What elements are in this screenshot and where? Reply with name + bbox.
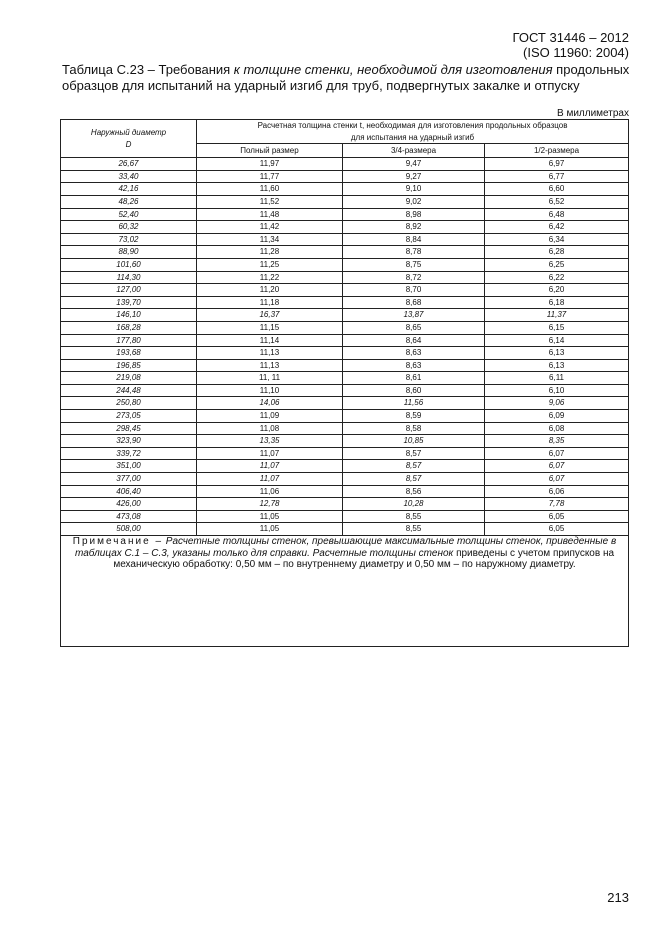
- cell-half: 6,34: [485, 233, 629, 246]
- cell-full-size: 11,09: [197, 410, 343, 423]
- cell-half: 6,11: [485, 372, 629, 385]
- table-row: [61, 372, 629, 385]
- header-three-quarter-size: 3/4-размера: [343, 144, 485, 158]
- cell-full-size: 11,18: [197, 296, 343, 309]
- cell-three-quarter: 9,47: [343, 158, 485, 171]
- table-row: [61, 246, 629, 259]
- table-row: [61, 485, 629, 498]
- cell-half: 6,07: [485, 473, 629, 486]
- cell-diameter: 88,90: [61, 246, 197, 259]
- header-group-line1: Расчетная толщина стенки t, необходимая для изготовления продольных образцов: [257, 121, 568, 130]
- cell-half: 11,37: [485, 309, 629, 322]
- cell-half: 6,52: [485, 195, 629, 208]
- table-row: [61, 208, 629, 221]
- cell-half: 8,35: [485, 435, 629, 448]
- note-label: Примечание –: [72, 536, 164, 547]
- cell-half: 6,60: [485, 183, 629, 196]
- header-group-line2: для испытания на ударный изгиб: [350, 132, 475, 142]
- cell-diameter: 193,68: [61, 347, 197, 360]
- cell-diameter: 114,30: [61, 271, 197, 284]
- cell-diameter: 139,70: [61, 296, 197, 309]
- cell-half: 6,28: [485, 246, 629, 259]
- table-row: [61, 334, 629, 347]
- table-row: [61, 410, 629, 423]
- cell-three-quarter: 8,57: [343, 447, 485, 460]
- table-row: [61, 347, 629, 360]
- cell-full-size: 11,13: [197, 347, 343, 360]
- cell-half: 6,05: [485, 510, 629, 523]
- header-full-size: Полный размер: [197, 144, 343, 158]
- cell-half: 6,20: [485, 284, 629, 297]
- cell-half: 6,13: [485, 359, 629, 372]
- cell-full-size: 14,06: [197, 397, 343, 410]
- cell-full-size: 11,08: [197, 422, 343, 435]
- table-row: [61, 422, 629, 435]
- cell-full-size: 11,20: [197, 284, 343, 297]
- cell-diameter: 377,00: [61, 473, 197, 486]
- cell-three-quarter: 8,68: [343, 296, 485, 309]
- cell-diameter: 298,45: [61, 422, 197, 435]
- cell-diameter: 177,80: [61, 334, 197, 347]
- cell-full-size: 11,06: [197, 485, 343, 498]
- cell-half: 6,05: [485, 523, 629, 536]
- cell-full-size: 11,28: [197, 246, 343, 259]
- cell-half: 6,22: [485, 271, 629, 284]
- cell-three-quarter: 8,55: [343, 523, 485, 536]
- table-row: [61, 195, 629, 208]
- cell-half: 6,10: [485, 384, 629, 397]
- cell-full-size: 11,10: [197, 384, 343, 397]
- table-row: [61, 309, 629, 322]
- cell-diameter: 473,08: [61, 510, 197, 523]
- cell-three-quarter: 8,63: [343, 359, 485, 372]
- table-row: [61, 435, 629, 448]
- cell-half: 6,07: [485, 447, 629, 460]
- cell-full-size: 11,22: [197, 271, 343, 284]
- cell-three-quarter: 10,28: [343, 498, 485, 511]
- cell-full-size: 11, 11: [197, 372, 343, 385]
- cell-diameter: 406,40: [61, 485, 197, 498]
- table-title-prefix: Таблица С.23 – Требования: [62, 62, 234, 77]
- table-row: [61, 473, 629, 486]
- table-row: [61, 384, 629, 397]
- table-title-italic: к толщине стенки, необходимой для изготовления: [233, 62, 553, 77]
- table-row: [61, 397, 629, 410]
- cell-diameter: 127,00: [61, 284, 197, 297]
- cell-three-quarter: 8,57: [343, 460, 485, 473]
- cell-three-quarter: 13,87: [343, 309, 485, 322]
- cell-full-size: 11,77: [197, 170, 343, 183]
- cell-full-size: 11,07: [197, 447, 343, 460]
- table-row: [61, 321, 629, 334]
- cell-full-size: 11,07: [197, 460, 343, 473]
- cell-three-quarter: 8,57: [343, 473, 485, 486]
- cell-three-quarter: 8,75: [343, 258, 485, 271]
- table-title: [62, 62, 632, 94]
- cell-three-quarter: 8,98: [343, 208, 485, 221]
- header-outer-diameter-symbol: D: [125, 139, 132, 149]
- header-outer-diameter-label: Наружный диаметр: [90, 128, 167, 137]
- cell-full-size: 11,60: [197, 183, 343, 196]
- cell-three-quarter: 9,10: [343, 183, 485, 196]
- header-half-size: 1/2-размера: [485, 144, 629, 158]
- cell-full-size: 11,07: [197, 473, 343, 486]
- cell-diameter: 52,40: [61, 208, 197, 221]
- cell-diameter: 26,67: [61, 158, 197, 171]
- cell-three-quarter: 8,78: [343, 246, 485, 259]
- table-row: [61, 510, 629, 523]
- cell-full-size: 11,05: [197, 510, 343, 523]
- cell-diameter: 219,08: [61, 372, 197, 385]
- cell-half: 6,09: [485, 410, 629, 423]
- cell-half: 6,97: [485, 158, 629, 171]
- cell-diameter: 60,32: [61, 221, 197, 234]
- header-outer-diameter: [61, 120, 197, 158]
- cell-diameter: 339,72: [61, 447, 197, 460]
- table-row: [61, 498, 629, 511]
- table-row: [61, 158, 629, 171]
- table-row: [61, 359, 629, 372]
- cell-diameter: 48,26: [61, 195, 197, 208]
- table-row: [61, 183, 629, 196]
- units-label: В миллиметрах: [557, 108, 629, 119]
- cell-full-size: 11,48: [197, 208, 343, 221]
- cell-three-quarter: 8,84: [343, 233, 485, 246]
- cell-diameter: 273,05: [61, 410, 197, 423]
- cell-three-quarter: 8,65: [343, 321, 485, 334]
- cell-three-quarter: 8,55: [343, 510, 485, 523]
- cell-three-quarter: 8,63: [343, 347, 485, 360]
- cell-half: 6,18: [485, 296, 629, 309]
- cell-three-quarter: 8,59: [343, 410, 485, 423]
- header-calculated-thickness: [197, 120, 629, 144]
- iso-reference: (ISO 11960: 2004): [523, 45, 629, 60]
- cell-three-quarter: 8,58: [343, 422, 485, 435]
- cell-full-size: 13,35: [197, 435, 343, 448]
- cell-half: 6,42: [485, 221, 629, 234]
- cell-three-quarter: 11,56: [343, 397, 485, 410]
- cell-diameter: 351,00: [61, 460, 197, 473]
- cell-full-size: 11,52: [197, 195, 343, 208]
- cell-three-quarter: 9,27: [343, 170, 485, 183]
- cell-diameter: 33,40: [61, 170, 197, 183]
- cell-half: 6,08: [485, 422, 629, 435]
- cell-half: 7,78: [485, 498, 629, 511]
- table-row: [61, 170, 629, 183]
- table-title-suffix: продольных образцов для испытаний на ударный изгиб для труб, подвергнутых закалке и отпуску: [62, 62, 630, 93]
- table-row: [61, 296, 629, 309]
- cell-full-size: 16,37: [197, 309, 343, 322]
- cell-three-quarter: 8,92: [343, 221, 485, 234]
- document-header: [513, 30, 629, 60]
- wall-thickness-table: [60, 119, 629, 647]
- table-row: [61, 523, 629, 536]
- cell-diameter: 196,85: [61, 359, 197, 372]
- cell-full-size: 12,78: [197, 498, 343, 511]
- cell-three-quarter: 8,72: [343, 271, 485, 284]
- cell-three-quarter: 8,56: [343, 485, 485, 498]
- cell-half: 6,07: [485, 460, 629, 473]
- cell-diameter: 508,00: [61, 523, 197, 536]
- standard-number: ГОСТ 31446 – 2012: [512, 30, 629, 45]
- page-number: 213: [607, 890, 629, 905]
- cell-half: 6,48: [485, 208, 629, 221]
- cell-three-quarter: 8,60: [343, 384, 485, 397]
- table-note: [61, 536, 629, 647]
- cell-half: 6,13: [485, 347, 629, 360]
- cell-diameter: 101,60: [61, 258, 197, 271]
- cell-full-size: 11,25: [197, 258, 343, 271]
- cell-three-quarter: 9,02: [343, 195, 485, 208]
- cell-full-size: 11,97: [197, 158, 343, 171]
- cell-full-size: 11,34: [197, 233, 343, 246]
- note-italic-text: Расчетные толщины стенок, превышающие максимальные толщины стенок, приведенные в таблицах С.1 – С.3, указаны только для справки. Расчетные толщины стенок: [74, 536, 617, 559]
- cell-half: 6,77: [485, 170, 629, 183]
- cell-diameter: 146,10: [61, 309, 197, 322]
- cell-diameter: 168,28: [61, 321, 197, 334]
- cell-diameter: 323,90: [61, 435, 197, 448]
- cell-full-size: 11,42: [197, 221, 343, 234]
- cell-three-quarter: 8,70: [343, 284, 485, 297]
- cell-diameter: 250,80: [61, 397, 197, 410]
- cell-full-size: 11,14: [197, 334, 343, 347]
- table-row: [61, 221, 629, 234]
- cell-diameter: 426,00: [61, 498, 197, 511]
- cell-half: 6,06: [485, 485, 629, 498]
- cell-half: 6,14: [485, 334, 629, 347]
- cell-full-size: 11,05: [197, 523, 343, 536]
- table-row: [61, 447, 629, 460]
- cell-three-quarter: 10,85: [343, 435, 485, 448]
- cell-diameter: 73,02: [61, 233, 197, 246]
- table-row: [61, 271, 629, 284]
- cell-half: 9,06: [485, 397, 629, 410]
- cell-full-size: 11,13: [197, 359, 343, 372]
- table-row: [61, 460, 629, 473]
- cell-full-size: 11,15: [197, 321, 343, 334]
- cell-three-quarter: 8,61: [343, 372, 485, 385]
- cell-half: 6,25: [485, 258, 629, 271]
- cell-three-quarter: 8,64: [343, 334, 485, 347]
- cell-diameter: 244,48: [61, 384, 197, 397]
- cell-diameter: 42,16: [61, 183, 197, 196]
- table-row: [61, 233, 629, 246]
- cell-half: 6,15: [485, 321, 629, 334]
- table-row: [61, 258, 629, 271]
- table-row: [61, 284, 629, 297]
- note-normal-text: приведены с учетом припусков на механическую обработку: 0,50 мм – по внутреннему диаметру и 0,50 мм – по наружному диаметру.: [113, 547, 615, 571]
